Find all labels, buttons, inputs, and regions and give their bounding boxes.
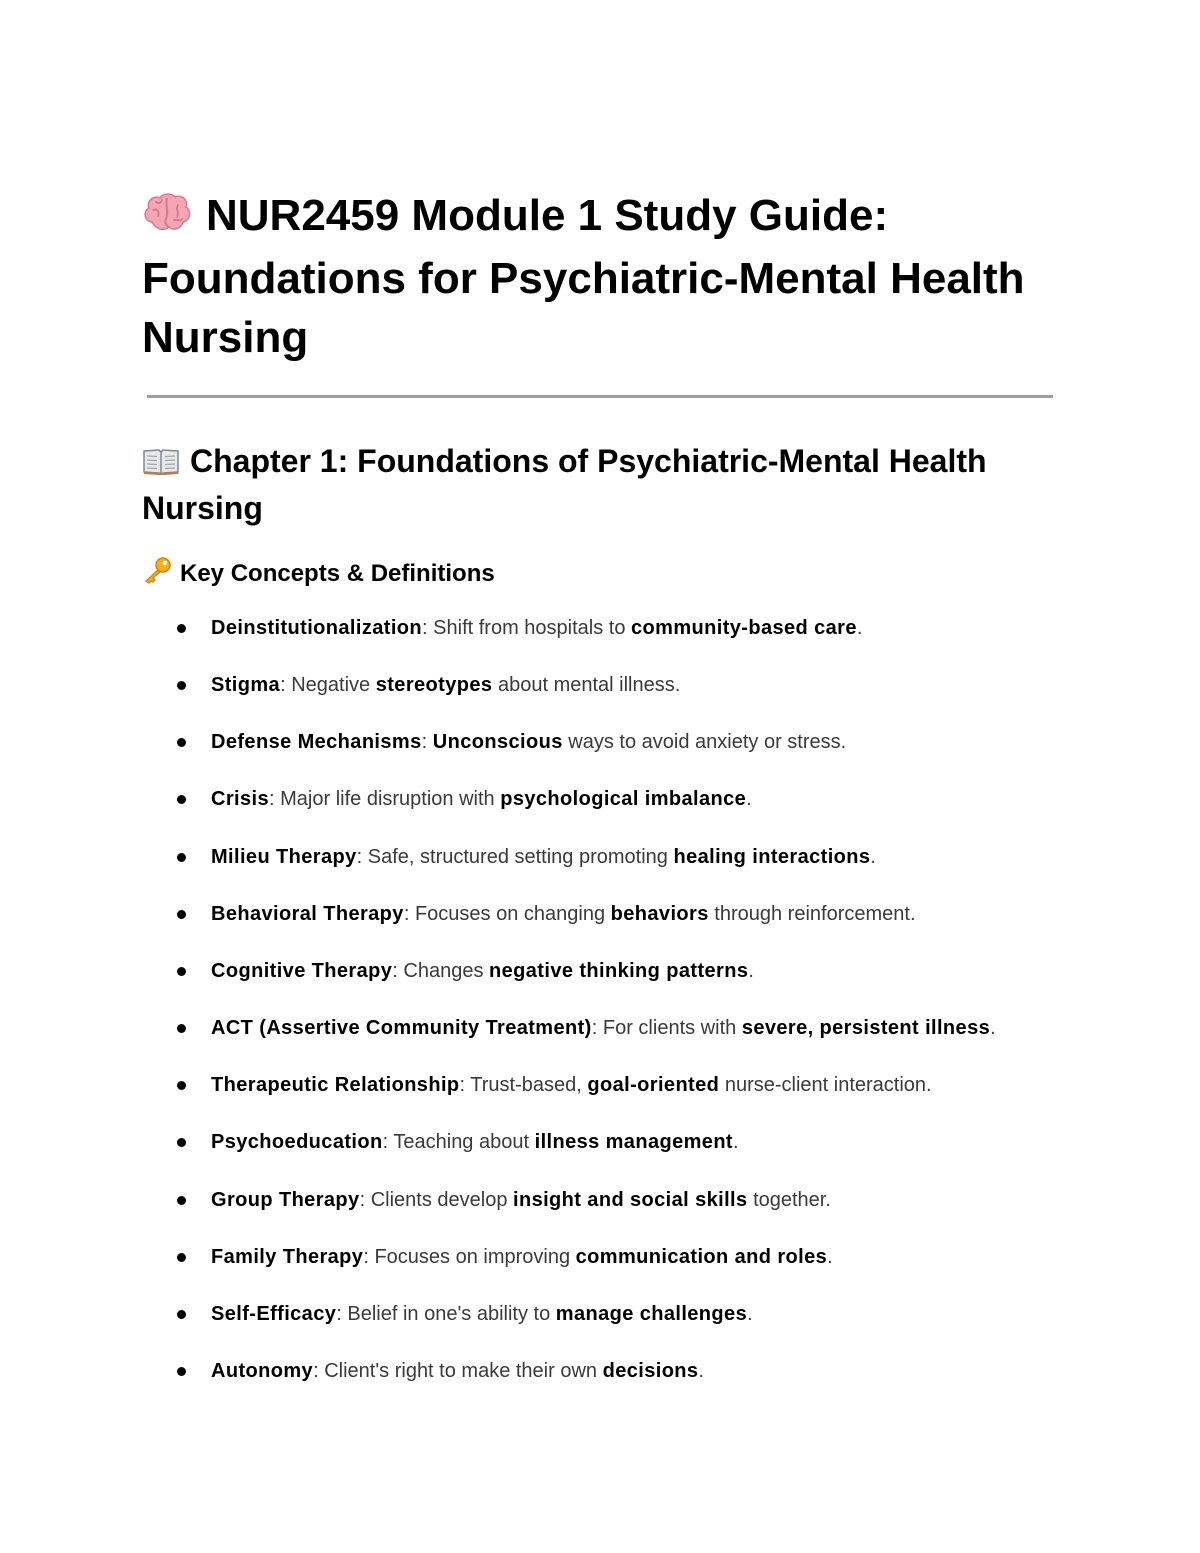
definition-body-end: .: [746, 788, 752, 810]
definition-term: Milieu Therapy: [211, 846, 357, 868]
definition-separator: :: [356, 846, 368, 868]
definition-emphasis: psychological imbalance: [500, 788, 747, 810]
definition-separator: :: [459, 1074, 471, 1096]
definition-term: Self-Efficacy: [211, 1303, 337, 1325]
definition-text: [211, 613, 862, 643]
open-book-icon: [142, 442, 180, 486]
definition-emphasis: healing interactions: [673, 846, 871, 868]
definition-emphasis: goal-oriented: [587, 1074, 720, 1096]
definition-separator: :: [403, 903, 415, 925]
definition-text: [211, 727, 846, 757]
definition-body-end: .: [698, 1360, 705, 1382]
definition-separator: :: [313, 1360, 325, 1382]
definition-emphasis: community-based care: [631, 617, 857, 639]
definition-term: Family Therapy: [211, 1246, 364, 1268]
definition-separator: :: [363, 1246, 375, 1268]
definition-separator: :: [421, 731, 433, 753]
definition-text: [211, 842, 876, 872]
definition-text: [211, 1127, 739, 1157]
definition-body-end: .: [827, 1246, 833, 1268]
section-heading-text: Key Concepts & Definitions: [180, 560, 495, 587]
definition-text: [211, 670, 680, 700]
definition-term: Deinstitutionalization: [211, 617, 423, 639]
definition-body: Focuses on changing: [414, 903, 611, 925]
definition-text: [211, 1299, 753, 1329]
definition-body: Trust-based,: [470, 1074, 588, 1096]
page-title-text: NUR2459 Module 1 Study Guide: Foundations for Psychiatric-Mental Health Nursing: [142, 191, 1025, 362]
definition-body: Major life disruption with: [280, 788, 501, 810]
definition-separator: :: [269, 788, 281, 810]
section-heading: [142, 556, 495, 594]
definition-text: [211, 1070, 932, 1100]
definition-emphasis: manage challenges: [555, 1303, 748, 1325]
bullet-icon: [177, 1138, 186, 1147]
definition-body-end: .: [870, 846, 876, 868]
bullet-icon: [177, 1310, 186, 1319]
bullet-icon: [177, 795, 186, 804]
definition-body-end: .: [748, 960, 754, 982]
definition-body: For clients with: [602, 1017, 742, 1039]
definition-separator: :: [392, 960, 404, 982]
bullet-icon: [177, 1367, 186, 1376]
definition-emphasis: stereotypes: [375, 674, 493, 696]
definition-body: Focuses on improving: [374, 1246, 576, 1268]
definition-text: [211, 1013, 996, 1043]
bullet-icon: [177, 1024, 186, 1033]
definition-body: Negative: [291, 674, 376, 696]
definition-body: Shift from hospitals to: [433, 617, 632, 639]
definition-separator: :: [591, 1017, 603, 1039]
definition-term: Group Therapy: [211, 1189, 360, 1211]
definition-term: Autonomy: [211, 1360, 314, 1382]
bullet-icon: [177, 1253, 186, 1262]
definition-emphasis: negative thinking patterns: [489, 960, 749, 982]
definition-body: Changes: [403, 960, 490, 982]
bullet-icon: [177, 738, 186, 747]
definition-emphasis: illness management: [534, 1131, 733, 1153]
definition-term: Psychoeducation: [211, 1131, 383, 1153]
definition-body-end: nurse-client interaction.: [719, 1074, 932, 1096]
bullet-icon: [177, 624, 186, 633]
definition-separator: :: [422, 617, 434, 639]
definition-body-end: .: [747, 1303, 753, 1325]
definition-term: Cognitive Therapy: [211, 960, 393, 982]
definition-body-end: .: [856, 617, 863, 639]
definition-emphasis: Unconscious: [432, 731, 563, 753]
bullet-icon: [177, 1196, 186, 1205]
definition-body: Safe, structured setting promoting: [367, 846, 674, 868]
chapter-heading: [142, 439, 1062, 530]
bullet-icon: [177, 1081, 186, 1090]
definition-emphasis: communication and roles: [575, 1246, 828, 1268]
definition-separator: :: [280, 674, 292, 696]
definition-body-end: together.: [747, 1189, 831, 1211]
definition-text: [211, 1356, 704, 1386]
definition-separator: :: [382, 1131, 394, 1153]
key-icon: [142, 556, 172, 594]
definition-text: [211, 1242, 833, 1272]
bullet-icon: [177, 681, 186, 690]
definition-body: Clients develop: [370, 1189, 513, 1211]
definition-emphasis: insight and social skills: [513, 1189, 748, 1211]
definition-term: Crisis: [211, 788, 269, 810]
page-title: [142, 186, 1082, 367]
bullet-icon: [177, 967, 186, 976]
definition-body: Client's right to make their own: [324, 1360, 603, 1382]
definition-separator: :: [336, 1303, 348, 1325]
bullet-icon: [177, 910, 186, 919]
brain-icon: [142, 190, 192, 249]
definition-term: ACT (Assertive Community Treatment): [211, 1017, 592, 1039]
definition-text: [211, 784, 752, 814]
definition-body-end: .: [733, 1131, 739, 1153]
definition-term: Defense Mechanisms: [211, 731, 422, 753]
definition-text: [211, 1185, 831, 1215]
definition-term: Therapeutic Relationship: [211, 1074, 460, 1096]
definition-body: Belief in one's ability to: [347, 1303, 556, 1325]
bullet-icon: [177, 853, 186, 862]
definition-emphasis: behaviors: [610, 903, 709, 925]
definition-term: Stigma: [211, 674, 281, 696]
definition-emphasis: decisions: [602, 1360, 699, 1382]
definition-body-end: ways to avoid anxiety or stress.: [562, 731, 847, 753]
definition-body-end: through reinforcement.: [708, 903, 916, 925]
definition-body-end: .: [990, 1017, 996, 1039]
definition-text: [211, 956, 754, 986]
definition-separator: :: [359, 1189, 371, 1211]
definition-text: [211, 899, 916, 929]
definition-term: Behavioral Therapy: [211, 903, 404, 925]
definition-emphasis: severe, persistent illness: [741, 1017, 991, 1039]
chapter-heading-text: Chapter 1: Foundations of Psychiatric-Mental Health Nursing: [142, 443, 987, 526]
definition-body-end: about mental illness.: [492, 674, 681, 696]
horizontal-divider: [147, 395, 1053, 398]
definition-body: Teaching about: [393, 1131, 535, 1153]
